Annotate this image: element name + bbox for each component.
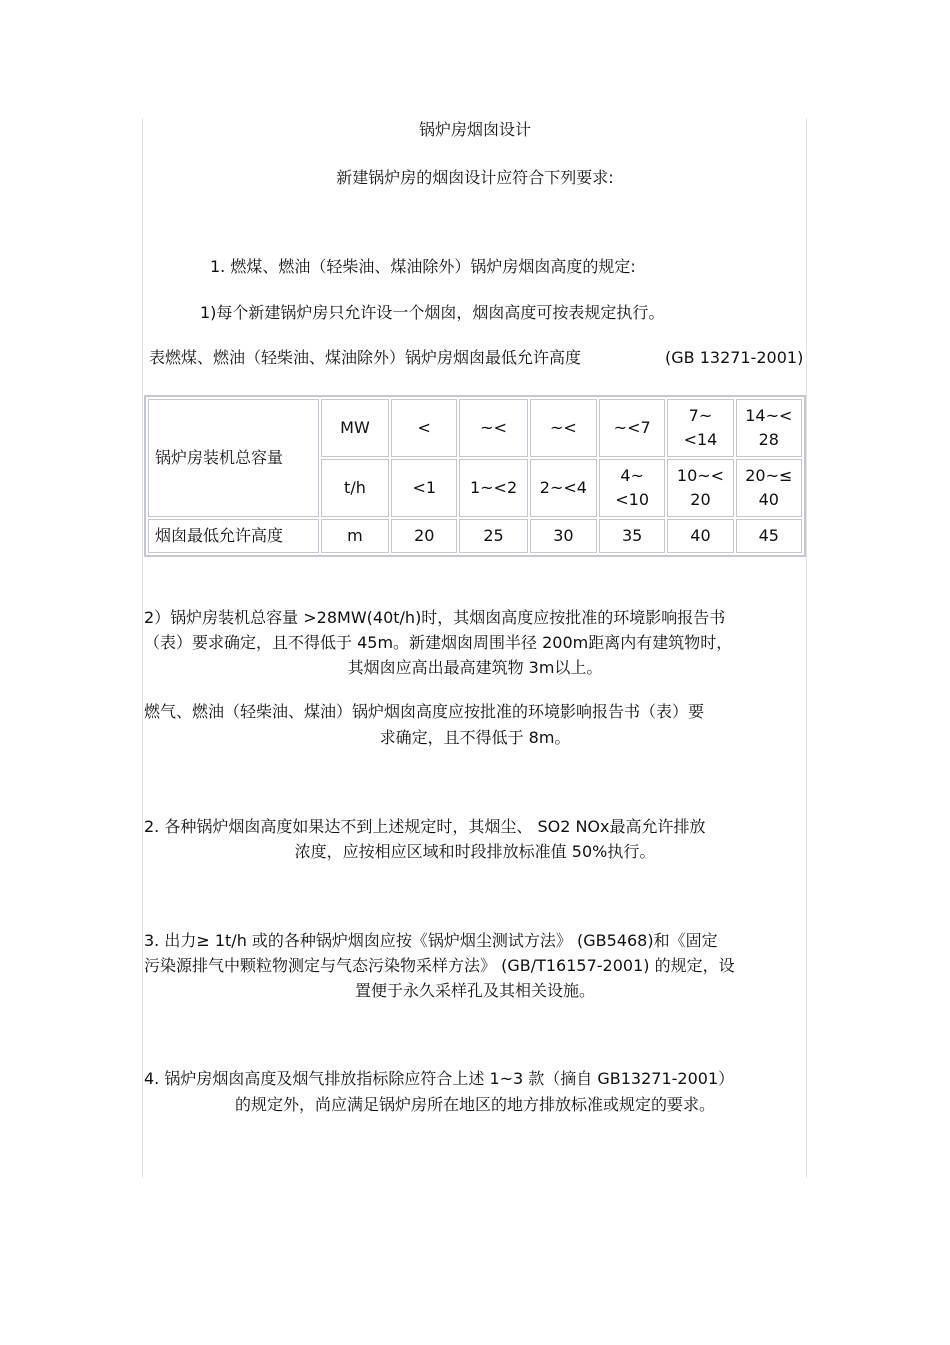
table-cell: ~< [459,399,527,457]
table-cell: ~<7 [599,399,665,457]
item1-sub1: 1)每个新建锅炉房只允许设一个烟囱，烟囱高度可按表规定执行。 [200,303,665,322]
table-row [148,519,802,553]
table-cell: < [391,399,457,457]
unit-mw: MW [321,399,389,457]
table-standard: (GB 13271-2001) [665,348,804,367]
page-title: 锅炉房烟囱设计 [418,120,531,139]
item3-line1: 3. 出力≥ 1t/h 或的各种锅炉烟囱应按《锅炉烟尘测试方法》 (GB5468)和《固定 [144,931,718,950]
table-cell: 4~<10 [599,459,665,517]
unit-m: m [321,519,389,553]
item2-line2: 浓度，应按相应区域和时段排放标准值 50%执行。 [294,842,656,861]
unit-th: t/h [321,459,389,517]
item3-line2: 污染源排气中颗粒物测定与气态污染物采样方法》 (GB/T16157-2001) 的规定，设 [144,956,735,975]
table-caption: 表燃煤、燃油（轻柴油、煤油除外）锅炉房烟囱最低允许高度 [149,348,582,367]
item4-line1: 4. 锅炉房烟囱高度及烟气排放指标除应符合上述 1~3 款（摘自 GB13271-2001） [144,1069,735,1088]
gas-paragraph-line2: 求确定，且不得低于 8m。 [379,728,571,747]
page-right-border [806,118,807,1178]
item1-sub2-line1: 2）锅炉房装机总容量 >28MW(40t/h)时，其烟囱高度应按批准的环境影响报告书 [144,608,726,627]
item1-heading: 1. 燃煤、燃油（轻柴油、煤油除外）锅炉房烟囱高度的规定: [210,257,636,276]
table-row [148,399,802,457]
table-cell: 7~<14 [667,399,733,457]
table-cell: 45 [736,519,802,553]
table-cell: 25 [459,519,527,553]
table-cell: ~< [530,399,597,457]
table-cell: 20~≤40 [736,459,802,517]
table-cell: 14~<28 [736,399,802,457]
page-left-border [142,118,143,1178]
table-cell: <1 [391,459,457,517]
item1-sub2-line2: （表）要求确定，且不得低于 45m。新建烟囱周围半径 200m距离内有建筑物时， [144,633,733,652]
table-cell: 10~<20 [667,459,733,517]
page-subtitle: 新建锅炉房的烟囱设计应符合下列要求: [336,168,614,187]
gas-paragraph-line1: 燃气、燃油（轻柴油、煤油）锅炉烟囱高度应按批准的环境影响报告书（表）要 [144,702,705,721]
table-cell: 20 [391,519,457,553]
item1-sub2-line3: 其烟囱应高出最高建筑物 3m以上。 [347,658,603,677]
chimney-height-table [144,395,806,557]
table-cell: 30 [530,519,597,553]
item4-line2: 的规定外，尚应满足锅炉房所在地区的地方排放标准或规定的要求。 [234,1095,715,1114]
table-cell: 2~<4 [530,459,597,517]
item3-line3: 置便于永久采样孔及其相关设施。 [354,981,595,1000]
item2-line1: 2. 各种锅炉烟囱高度如果达不到上述规定时，其烟尘、 SO2 NOx最高允许排放 [144,817,706,836]
height-label: 烟囱最低允许高度 [148,519,319,553]
capacity-label: 锅炉房装机总容量 [148,399,319,517]
table-cell: 40 [667,519,733,553]
table-cell: 1~<2 [459,459,527,517]
table-cell: 35 [599,519,665,553]
